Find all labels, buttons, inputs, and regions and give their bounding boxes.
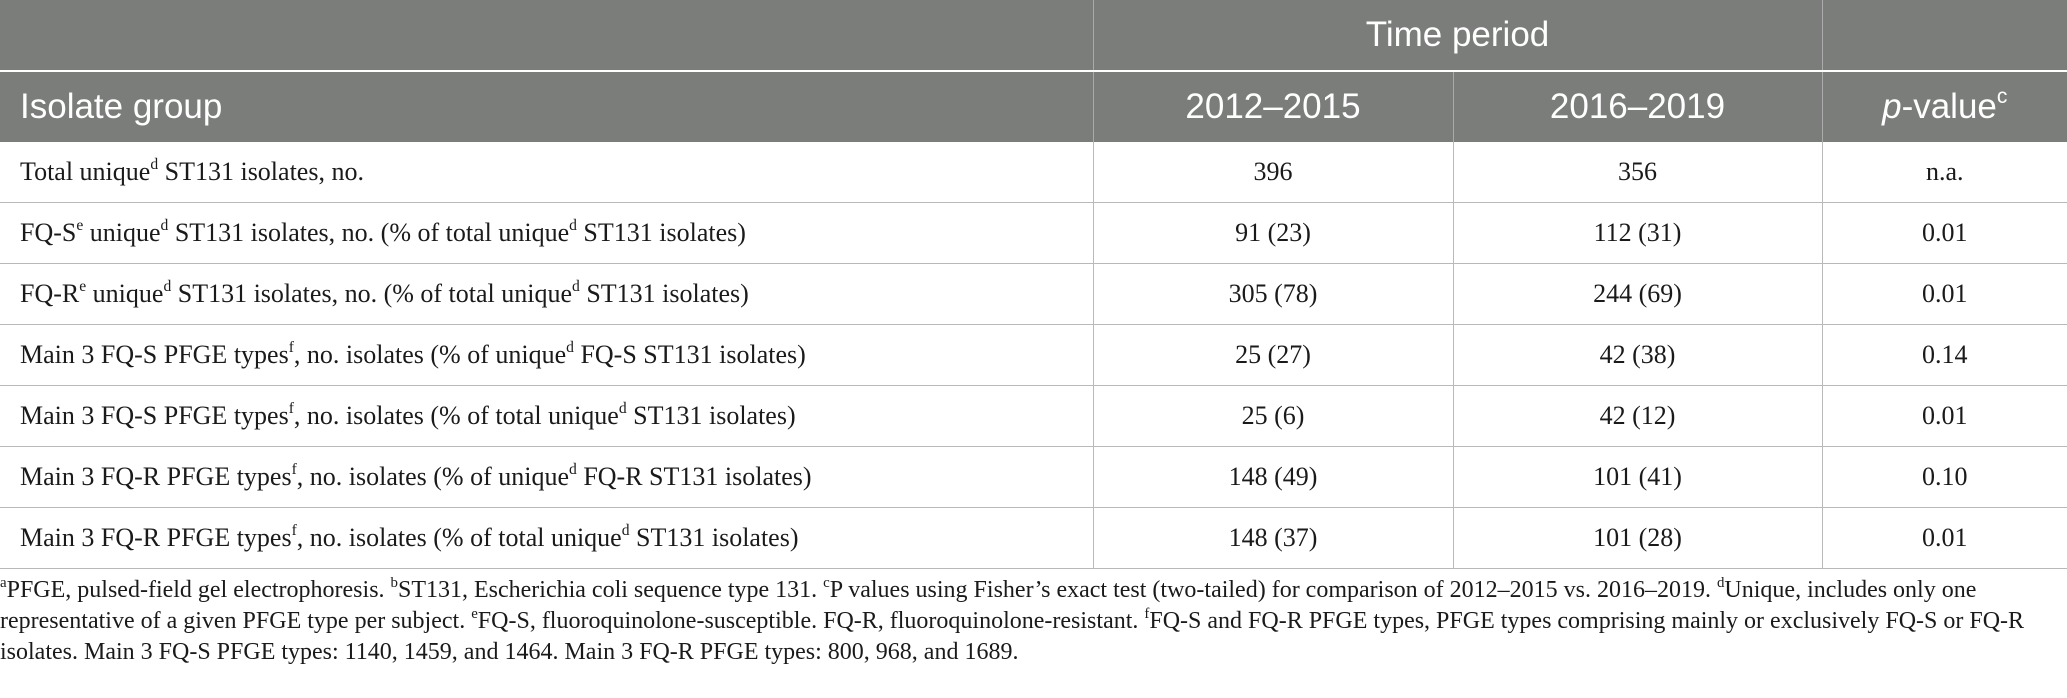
row-label xyxy=(0,325,1093,386)
value-2016-2019: 244 (69) xyxy=(1453,264,1822,325)
footnote-marker: d xyxy=(150,155,159,173)
footnote-text: PFGE, pulsed-field gel electrophoresis. xyxy=(6,577,391,603)
footnote-marker: d xyxy=(160,216,169,234)
footnote-marker: f xyxy=(291,460,297,478)
p-value-sup: c xyxy=(1996,85,2008,109)
table-row xyxy=(0,447,2067,508)
footnote-marker: f xyxy=(291,521,297,539)
label-text: , no. isolates (% of total unique xyxy=(296,523,622,552)
header-empty-cell xyxy=(1822,0,2067,71)
value-p-value: 0.01 xyxy=(1822,386,2067,447)
value-2016-2019: 356 xyxy=(1453,142,1822,203)
header-row-group xyxy=(0,0,2067,71)
footnote-marker: f xyxy=(288,399,294,417)
footnote-marker: d xyxy=(569,216,577,234)
table-row xyxy=(0,203,2067,264)
label-text: , no. isolates (% of total unique xyxy=(293,401,619,430)
label-text: FQ-S xyxy=(20,218,77,247)
label-text: , no. isolates (% of unique xyxy=(296,462,570,491)
label-text: , no. isolates (% of unique xyxy=(293,340,567,369)
p-value-italic: p xyxy=(1882,87,1902,126)
header-empty-cell xyxy=(0,0,1093,71)
footnote-marker: c xyxy=(823,574,830,591)
value-2016-2019: 101 (41) xyxy=(1453,447,1822,508)
table-row xyxy=(0,325,2067,386)
value-p-value: 0.10 xyxy=(1822,447,2067,508)
table-body xyxy=(0,142,2067,569)
value-p-value: 0.01 xyxy=(1822,508,2067,569)
footnote-text: Unique, includes only one representative of a given PFGE type per subject. xyxy=(0,577,1977,634)
value-2016-2019: 42 (38) xyxy=(1453,325,1822,386)
label-text: FQ-S ST131 isolates) xyxy=(573,340,806,369)
label-text: Main 3 FQ-R PFGE types xyxy=(20,462,292,491)
label-text: ST131 isolates, no. xyxy=(158,157,364,186)
footnote-marker: d xyxy=(163,277,172,295)
row-label xyxy=(0,142,1093,203)
footnote-marker: e xyxy=(76,216,84,234)
header-p-value xyxy=(1822,71,2067,142)
footnote-text: ST131, Escherichia coli sequence type 131. xyxy=(397,577,824,603)
label-text: ST131 isolates) xyxy=(576,218,746,247)
label-text: Total unique xyxy=(20,157,151,186)
value-2012-2015: 25 (6) xyxy=(1093,386,1453,447)
footnote-marker: d xyxy=(618,399,627,417)
value-2012-2015: 148 (49) xyxy=(1093,447,1453,508)
row-label xyxy=(0,386,1093,447)
footnote-marker: f xyxy=(1144,605,1150,622)
table-row xyxy=(0,386,2067,447)
table-row xyxy=(0,264,2067,325)
label-text: Main 3 FQ-R PFGE types xyxy=(20,523,292,552)
header-isolate-group: Isolate group xyxy=(0,71,1093,142)
header-row-columns xyxy=(0,71,2067,142)
footnote-marker: f xyxy=(288,338,294,356)
value-p-value: 0.01 xyxy=(1822,203,2067,264)
value-2016-2019: 42 (12) xyxy=(1453,386,1822,447)
footnote-marker: d xyxy=(569,460,577,478)
label-text: ST131 isolates) xyxy=(579,279,749,308)
value-2012-2015: 25 (27) xyxy=(1093,325,1453,386)
row-label xyxy=(0,264,1093,325)
header-period-2016-2019: 2016–2019 xyxy=(1453,71,1822,142)
row-label xyxy=(0,203,1093,264)
value-2012-2015: 148 (37) xyxy=(1093,508,1453,569)
label-text: Main 3 FQ-S PFGE types xyxy=(20,340,289,369)
footnote-text: FQ-S and FQ-R PFGE types, PFGE types comprising mainly or exclusively FQ-S or FQ-R isolates. Main 3 FQ-S PFGE types: 1140, 1459, and 1464. Main 3 FQ-R PFGE types: 800, 968, and 1689. xyxy=(0,608,2025,665)
value-2016-2019: 112 (31) xyxy=(1453,203,1822,264)
value-2012-2015: 305 (78) xyxy=(1093,264,1453,325)
footnote-marker: d xyxy=(572,277,580,295)
row-label xyxy=(0,508,1093,569)
table-row xyxy=(0,508,2067,569)
footnote-text: P values using Fisher’s exact test (two-tailed) for comparison of 2012–2015 vs. 2016–2019. xyxy=(829,577,1717,603)
footnotes xyxy=(0,575,2040,668)
value-2012-2015: 91 (23) xyxy=(1093,203,1453,264)
footnote-marker: d xyxy=(621,521,630,539)
table-row xyxy=(0,142,2067,203)
p-value-text: -value xyxy=(1901,87,1997,126)
row-label xyxy=(0,447,1093,508)
value-2012-2015: 396 xyxy=(1093,142,1453,203)
label-text: FQ-R ST131 isolates) xyxy=(576,462,812,491)
footnote-marker: b xyxy=(390,574,398,591)
label-text: ST131 isolates) xyxy=(626,401,796,430)
value-p-value: 0.01 xyxy=(1822,264,2067,325)
footnote-marker: a xyxy=(0,574,7,591)
footnote-marker: e xyxy=(471,605,478,622)
label-text: Main 3 FQ-S PFGE types xyxy=(20,401,289,430)
value-p-value: 0.14 xyxy=(1822,325,2067,386)
header-time-period: Time period xyxy=(1093,0,1822,71)
header-period-2012-2015: 2012–2015 xyxy=(1093,71,1453,142)
label-text: unique xyxy=(86,279,164,308)
footnote-marker: d xyxy=(566,338,574,356)
label-text: FQ-R xyxy=(20,279,80,308)
footnote-text: FQ-S, fluoroquinolone-susceptible. FQ-R, fluoroquinolone-resistant. xyxy=(477,608,1145,634)
label-text: ST131 isolates, no. (% of total unique xyxy=(171,279,573,308)
footnote-marker: d xyxy=(1716,574,1725,591)
footnote-marker: e xyxy=(79,277,87,295)
label-text: unique xyxy=(83,218,161,247)
value-2016-2019: 101 (28) xyxy=(1453,508,1822,569)
value-p-value: n.a. xyxy=(1822,142,2067,203)
label-text: ST131 isolates, no. (% of total unique xyxy=(168,218,570,247)
label-text: ST131 isolates) xyxy=(629,523,799,552)
